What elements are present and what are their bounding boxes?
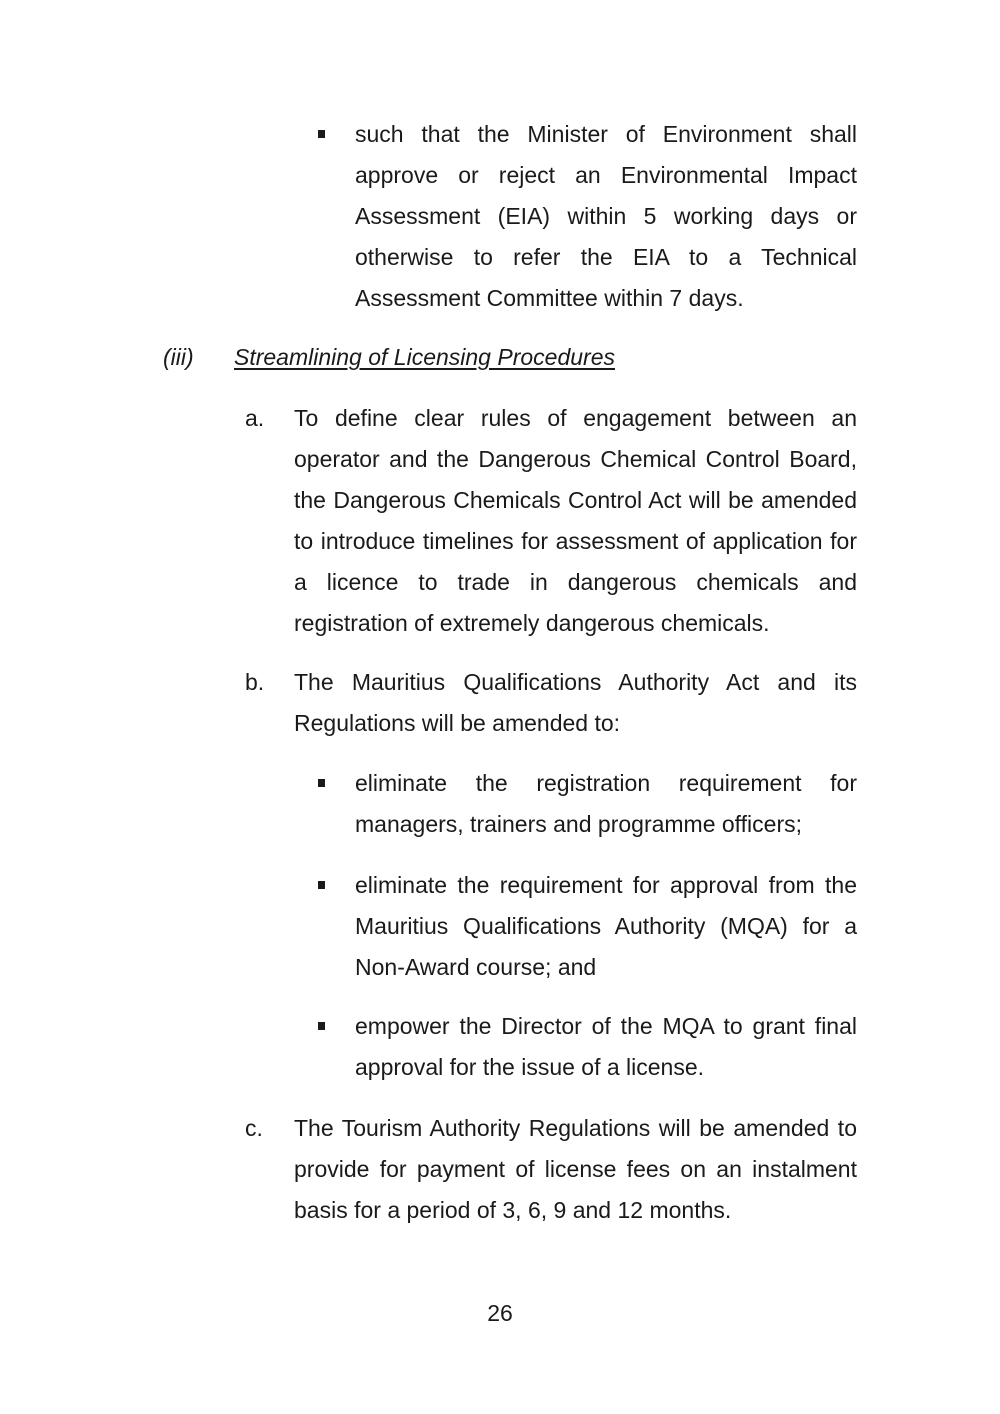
item-a-text: To define clear rules of engagement between an operator and the Dangerous Chemical Control Board, the Dangerous Chemicals Control Act will be amended to introduce timelines for assessment of application for a licence to trade in dangerous chemicals and registration of extremely dangerous chemicals.: [294, 405, 857, 636]
item-b-bullet-2: eliminate the requirement for approval from the Mauritius Qualifications Authority (MQA) for a Non-Award course; and: [355, 872, 857, 980]
bullet-square-icon: [318, 1022, 325, 1030]
bullet-square-icon: [318, 779, 325, 787]
section-number: (iii): [163, 344, 194, 370]
page-number: 26: [487, 1300, 513, 1326]
bullet-square-icon: [318, 130, 325, 138]
item-c-label: c.: [245, 1115, 263, 1141]
item-b-bullet-3: empower the Director of the MQA to grant final approval for the issue of a license.: [355, 1013, 857, 1080]
item-b-label: b.: [245, 669, 265, 695]
intro-bullet-text: such that the Minister of Environment shall approve or reject an Environmental Impact Assessment (EIA) within 5 working days or otherwise to refer the EIA to a Technical Assessment Committee within 7 days.: [355, 121, 857, 311]
item-b-text: The Mauritius Qualifications Authority Act and its Regulations will be amended to:: [294, 669, 857, 736]
bullet-square-icon: [318, 881, 325, 889]
item-b-bullet-1: eliminate the registration requirement for managers, trainers and programme officers;: [355, 770, 857, 837]
section-title: Streamlining of Licensing Procedures: [234, 344, 615, 370]
item-a-label: a.: [245, 405, 265, 431]
item-c-text: The Tourism Authority Regulations will be amended to provide for payment of license fees on an instalment basis for a period of 3, 6, 9 and 12 months.: [294, 1115, 857, 1223]
